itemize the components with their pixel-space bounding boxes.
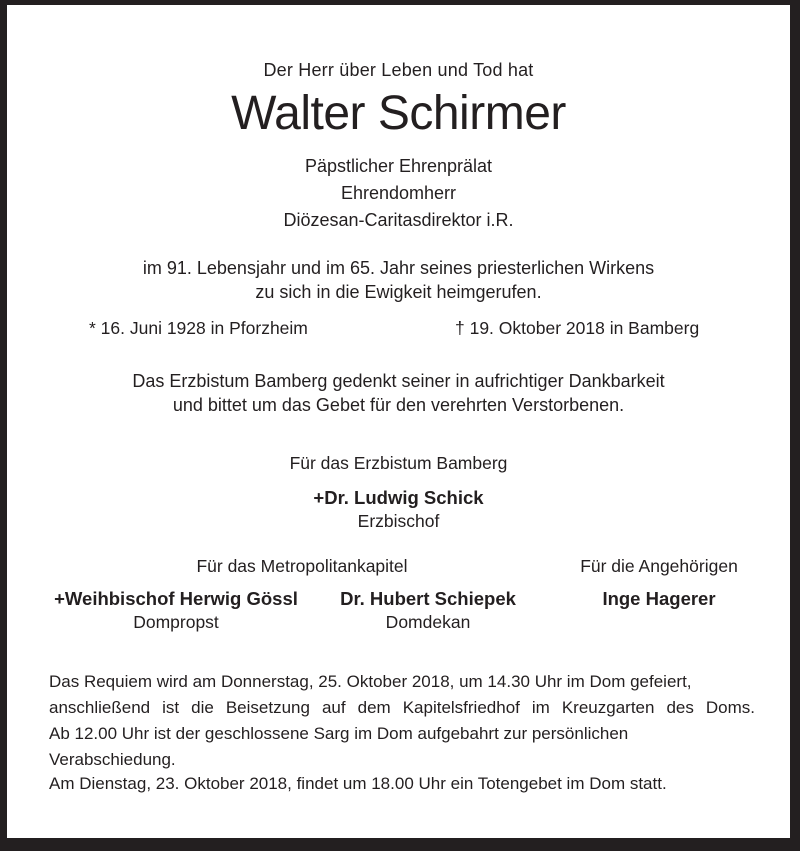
angehoerige-signatory-name: Inge Hagerer (602, 588, 716, 609)
title-line: Päpstlicher Ehrenprälat (304, 156, 493, 176)
birth-date: * 16. Juni 1928 in Pforzheim (89, 318, 308, 338)
requiem-line: Das Requiem wird am Donnerstag, 25. Oktober 2018, um 14.30 Uhr im Dom gefeiert, (49, 672, 692, 691)
kapitel-left-signatory-name: +Weihbischof Herwig Gössl (54, 588, 298, 609)
kapitel-right-signatory-role: Domdekan (385, 612, 471, 632)
erzbistum-signatory-name: +Dr. Ludwig Schick (313, 487, 484, 508)
death-date: † 19. Oktober 2018 in Bamberg (455, 318, 700, 338)
honorific-titles (7, 153, 790, 234)
angehoerige-heading: Für die Angehörigen (580, 556, 738, 576)
requiem-line: Verabschiedung. (49, 750, 176, 769)
notice-body (7, 5, 790, 838)
passing-line: zu sich in die Ewigkeit heimgerufen. (255, 282, 542, 302)
title-line: Ehrendomherr (340, 183, 457, 203)
requiem-line: Ab 12.00 Uhr ist der geschlossene Sarg im Dom aufgebahrt zur persönlichen (49, 724, 629, 743)
kapitel-left-signatory-role: Dompropst (133, 612, 219, 632)
tribute-line: und bittet um das Gebet für den verehrten Verstorbenen. (172, 395, 625, 415)
kapitel-right-signatory-name: Dr. Hubert Schiepek (340, 588, 516, 609)
tribute-statement (7, 369, 790, 417)
passing-line: im 91. Lebensjahr und im 65. Jahr seines priesterlichen Wirkens (142, 258, 655, 278)
passing-statement (7, 256, 790, 304)
requiem-paragraph (49, 669, 755, 773)
requiem-line: anschließend ist die Beisetzung auf dem Kapitelsfriedhof im Kreuzgarten des Doms. (49, 698, 755, 717)
title-line: Diözesan-Caritasdirektor i.R. (283, 210, 514, 230)
deceased-name: Walter Schirmer (231, 87, 566, 140)
intro-line: Der Herr über Leben und Tod hat (263, 60, 534, 80)
kapitel-heading: Für das Metropolitankapitel (196, 556, 408, 576)
erzbistum-heading: Für das Erzbistum Bamberg (289, 453, 508, 473)
totengebet-line: Am Dienstag, 23. Oktober 2018, findet um 18.00 Uhr ein Totengebet im Dom statt. (49, 774, 667, 793)
tribute-line: Das Erzbistum Bamberg gedenkt seiner in aufrichtiger Dankbarkeit (132, 371, 665, 391)
erzbistum-signatory-role: Erzbischof (357, 511, 440, 531)
